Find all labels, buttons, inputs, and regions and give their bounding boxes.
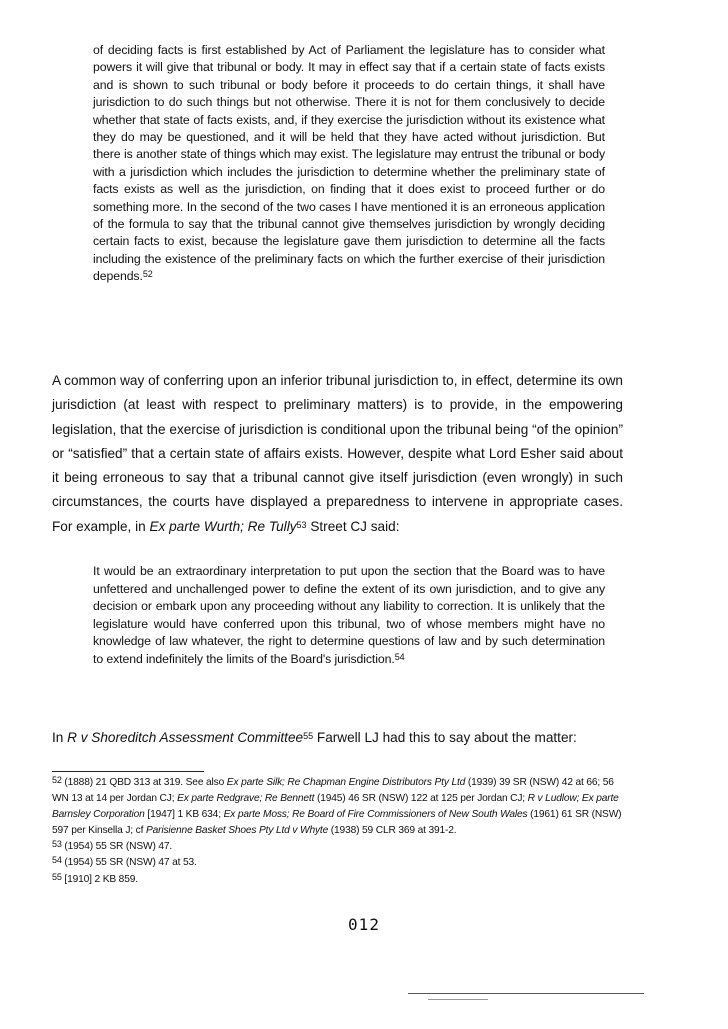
footnote-item: [52, 839, 624, 855]
body-paragraph-1: [52, 369, 623, 539]
quote-text: It would be an extraordinary interpretation to put upon the section that the Board was to have unfettered and unchallenged power to define the extent of its own jurisdiction, and to give any decision or embark upon any proceeding without any liability to correction. It is unlikely that the legislature would have conferred upon this tribunal, two of whose members might have no knowledge of law whatever, the right to determine questions of law and by such determination to extend indefinitely the limits of the Board's jurisdiction.: [93, 564, 605, 666]
citation-text: [1947] 1 KB 634;: [144, 809, 224, 821]
paragraph: [52, 726, 623, 750]
body-paragraph-2: [52, 726, 623, 750]
block-quote-2: [93, 563, 605, 669]
block-quote-1: [93, 42, 605, 286]
citation-text: (1961) 61 SR (NSW) 597 per Kinsella J; cf: [52, 809, 622, 837]
footnote-item: [52, 775, 624, 839]
quote-text: of deciding facts is first established by Act of Parliament the legislature has to consider what powers it will give that tribunal or body. It may in effect say that if a certain state of facts exists and is shown to such tribunal or body before it proceeds to do certain things, it shall have jurisdiction to do such things but not otherwise. There it is not for them conclusively to decide whether that state of facts exists, and, if they exercise the jurisdiction without its existence what they do may be questioned, and it will be held that they have acted without jurisdiction. But there is another state of things which may exist. The legislature may entrust the tribunal or body with a jurisdiction which includes the jurisdiction to determine whether the preliminary state of facts exists as well as the jurisdiction, on finding that it does exist to proceed further or do something more. In the second of the two cases I have mentioned it is an erroneous application of the formula to say that the tribunal cannot give themselves jurisdiction by wrongly deciding certain facts to exist, because the legislature gave them jurisdiction to determine all the facts including the existence of the preliminary facts on which the further exercise of their jurisdiction depends.: [93, 43, 605, 284]
paragraph-text: A common way of conferring upon an inferior tribunal jurisdiction to, in effect, determine its own jurisdiction (at least with respect to preliminary matters) is to provide, in the empowering legislation, that the exercise of jurisdiction is conditional upon the tribunal being “of the opinion” or “satisfied” that a certain state of affairs exists. However, despite what Lord Esher said about it being erroneous to say that a tribunal cannot give itself jurisdiction (even wrongly) in such circumstances, the courts have displayed a preparedness to intervene in appropriate cases. For example, in: [52, 373, 623, 534]
footnote-number: 53: [52, 839, 62, 850]
footnote-number: 52: [52, 775, 62, 785]
footnote-divider: [52, 771, 204, 772]
footnote-reference: 53: [296, 519, 307, 530]
paragraph: [52, 369, 623, 539]
citation-text: (1888) 21 QBD 313 at 319. See also: [64, 777, 227, 788]
footnote-item: [52, 872, 624, 888]
citation-case-name: Ex parte Moss; Re Board of Fire Commissioners of New South Wales: [223, 809, 528, 821]
citation-text: (1939) 39 SR (NSW) 42 at 66; 56 WN 13 at 14 per Jordan CJ;: [52, 777, 614, 805]
footnote-item: [52, 855, 624, 871]
footnote-reference: 52: [142, 269, 153, 280]
paragraph-text-end: Farwell LJ had this to say about the matter:: [313, 730, 577, 745]
footnote-reference: 55: [303, 731, 314, 741]
page-number: 012: [348, 915, 380, 934]
citation-text: (1954) 55 SR (NSW) 47.: [64, 841, 173, 853]
footnote-reference: 54: [394, 651, 405, 662]
citation-case-name: Ex parte Redgrave; Re Bennett: [177, 793, 315, 805]
footnote-number: 54: [52, 855, 62, 866]
citation-text: [1910] 2 KB 859.: [64, 873, 138, 885]
paragraph-text: In: [52, 730, 68, 745]
bottom-rule: [408, 993, 644, 994]
citation-case-name: R v Ludlow; Ex parte Barnsley Corporation: [52, 793, 619, 821]
citation-text: (1954) 55 SR (NSW) 47 at 53.: [64, 857, 197, 869]
paragraph-text-end: Street CJ said:: [306, 518, 400, 534]
case-name: R v Shoreditch Assessment Committee: [67, 730, 304, 745]
footnotes: [52, 775, 624, 888]
quote-paragraph: [93, 42, 605, 286]
citation-case-name: Parisienne Basket Shoes Pty Ltd v Whyte: [145, 825, 329, 837]
citation-case-name: Ex parte Silk; Re Chapman Engine Distributors Pty Ltd: [226, 777, 466, 788]
citation-text: (1945) 46 SR (NSW) 122 at 125 per Jordan CJ;: [314, 793, 528, 805]
footnote-number: 55: [52, 871, 62, 882]
case-name: Ex parte Wurth; Re Tully: [149, 518, 297, 534]
quote-paragraph: [93, 563, 605, 669]
citation-text: (1938) 59 CLR 369 at 391-2.: [328, 825, 457, 837]
bottom-rule-mark: [428, 999, 488, 1000]
